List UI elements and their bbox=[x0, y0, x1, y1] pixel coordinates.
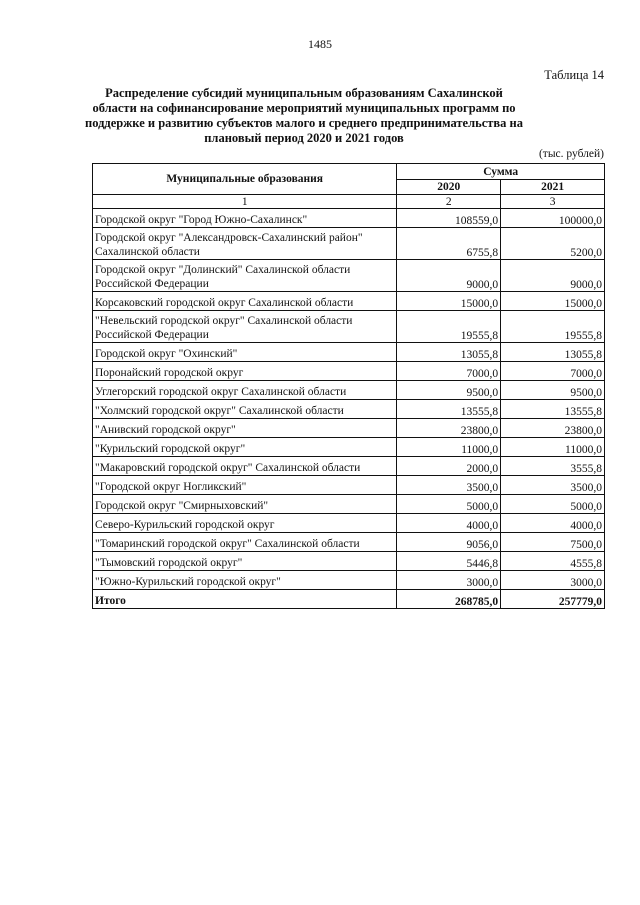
municipality-name: Городской округ "Александровск-Сахалинский район" Сахалинской области bbox=[93, 228, 397, 260]
value-2021: 15000,0 bbox=[501, 292, 605, 311]
municipality-name: "Южно-Курильский городской округ" bbox=[93, 571, 397, 590]
municipality-name: Городской округ "Долинский" Сахалинской области Российской Федерации bbox=[93, 260, 397, 292]
total-2020: 268785,0 bbox=[397, 590, 501, 609]
municipality-name: Городской округ "Смирныховский" bbox=[93, 495, 397, 514]
table-row bbox=[93, 209, 605, 228]
value-2021: 3000,0 bbox=[501, 571, 605, 590]
municipality-name: "Тымовский городской округ" bbox=[93, 552, 397, 571]
value-2021: 13555,8 bbox=[501, 400, 605, 419]
value-2021: 100000,0 bbox=[501, 209, 605, 228]
table-row bbox=[93, 571, 605, 590]
table-row bbox=[93, 495, 605, 514]
value-2020: 5446,8 bbox=[397, 552, 501, 571]
value-2020: 3000,0 bbox=[397, 571, 501, 590]
table-label: Таблица 14 bbox=[544, 68, 604, 82]
table-row bbox=[93, 228, 605, 260]
municipality-name: Северо-Курильский городской округ bbox=[93, 514, 397, 533]
page-number: 1485 bbox=[308, 37, 332, 51]
municipality-name: Поронайский городской округ bbox=[93, 362, 397, 381]
municipality-name: "Холмский городской округ" Сахалинской области bbox=[93, 400, 397, 419]
value-2021: 19555,8 bbox=[501, 311, 605, 343]
municipality-name: "Курильский городской округ" bbox=[93, 438, 397, 457]
municipality-name: "Макаровский городской округ" Сахалинской области bbox=[93, 457, 397, 476]
column-index: 3 bbox=[501, 195, 605, 209]
table-row bbox=[93, 476, 605, 495]
value-2020: 4000,0 bbox=[397, 514, 501, 533]
value-2020: 13055,8 bbox=[397, 343, 501, 362]
value-2020: 23800,0 bbox=[397, 419, 501, 438]
value-2020: 2000,0 bbox=[397, 457, 501, 476]
value-2021: 4000,0 bbox=[501, 514, 605, 533]
table-row bbox=[93, 381, 605, 400]
value-2021: 3555,8 bbox=[501, 457, 605, 476]
value-2020: 108559,0 bbox=[397, 209, 501, 228]
value-2021: 23800,0 bbox=[501, 419, 605, 438]
value-2020: 15000,0 bbox=[397, 292, 501, 311]
total-row bbox=[93, 590, 605, 609]
table-body bbox=[93, 209, 605, 590]
table-row bbox=[93, 311, 605, 343]
header-municipal: Муниципальные образования bbox=[93, 164, 397, 195]
table-row bbox=[93, 552, 605, 571]
value-2020: 9056,0 bbox=[397, 533, 501, 552]
value-2021: 4555,8 bbox=[501, 552, 605, 571]
document-title: Распределение субсидий муниципальным образованиям Сахалинской области на софинансирование мероприятий муниципальных программ по поддержке и развитию субъектов малого и среднего предпринимательства на плановый период 2020 и 2021 годов bbox=[85, 86, 523, 145]
header-sum: Сумма bbox=[397, 164, 605, 180]
municipality-name: "Томаринский городской округ" Сахалинской области bbox=[93, 533, 397, 552]
value-2021: 7000,0 bbox=[501, 362, 605, 381]
municipality-name: "Невельский городской округ" Сахалинской области Российской Федерации bbox=[93, 311, 397, 343]
table-row bbox=[93, 292, 605, 311]
value-2021: 7500,0 bbox=[501, 533, 605, 552]
value-2020: 19555,8 bbox=[397, 311, 501, 343]
value-2021: 9000,0 bbox=[501, 260, 605, 292]
header-year-2021: 2021 bbox=[501, 180, 605, 195]
column-index: 1 bbox=[93, 195, 397, 209]
table-row bbox=[93, 343, 605, 362]
value-2021: 5200,0 bbox=[501, 228, 605, 260]
subsidy-table bbox=[92, 163, 605, 609]
value-2020: 13555,8 bbox=[397, 400, 501, 419]
municipality-name: "Городской округ Ногликский" bbox=[93, 476, 397, 495]
municipality-name: Корсаковский городской округ Сахалинской области bbox=[93, 292, 397, 311]
value-2020: 7000,0 bbox=[397, 362, 501, 381]
total-label: Итого bbox=[93, 590, 397, 609]
table-row bbox=[93, 533, 605, 552]
table-row bbox=[93, 400, 605, 419]
table-row bbox=[93, 260, 605, 292]
table-row bbox=[93, 457, 605, 476]
value-2020: 9500,0 bbox=[397, 381, 501, 400]
column-index: 2 bbox=[397, 195, 501, 209]
value-2021: 3500,0 bbox=[501, 476, 605, 495]
units-label: (тыс. рублей) bbox=[538, 148, 604, 160]
value-2020: 9000,0 bbox=[397, 260, 501, 292]
value-2020: 11000,0 bbox=[397, 438, 501, 457]
table-row bbox=[93, 514, 605, 533]
header-year-2020: 2020 bbox=[397, 180, 501, 195]
table-row bbox=[93, 362, 605, 381]
value-2021: 13055,8 bbox=[501, 343, 605, 362]
total-2021: 257779,0 bbox=[501, 590, 605, 609]
table-row bbox=[93, 419, 605, 438]
value-2020: 5000,0 bbox=[397, 495, 501, 514]
value-2020: 6755,8 bbox=[397, 228, 501, 260]
value-2021: 11000,0 bbox=[501, 438, 605, 457]
value-2021: 5000,0 bbox=[501, 495, 605, 514]
value-2020: 3500,0 bbox=[397, 476, 501, 495]
municipality-name: Городской округ "Город Южно-Сахалинск" bbox=[93, 209, 397, 228]
municipality-name: Городской округ "Охинский" bbox=[93, 343, 397, 362]
value-2021: 9500,0 bbox=[501, 381, 605, 400]
table-row bbox=[93, 438, 605, 457]
municipality-name: Углегорский городской округ Сахалинской области bbox=[93, 381, 397, 400]
municipality-name: "Анивский городской округ" bbox=[93, 419, 397, 438]
